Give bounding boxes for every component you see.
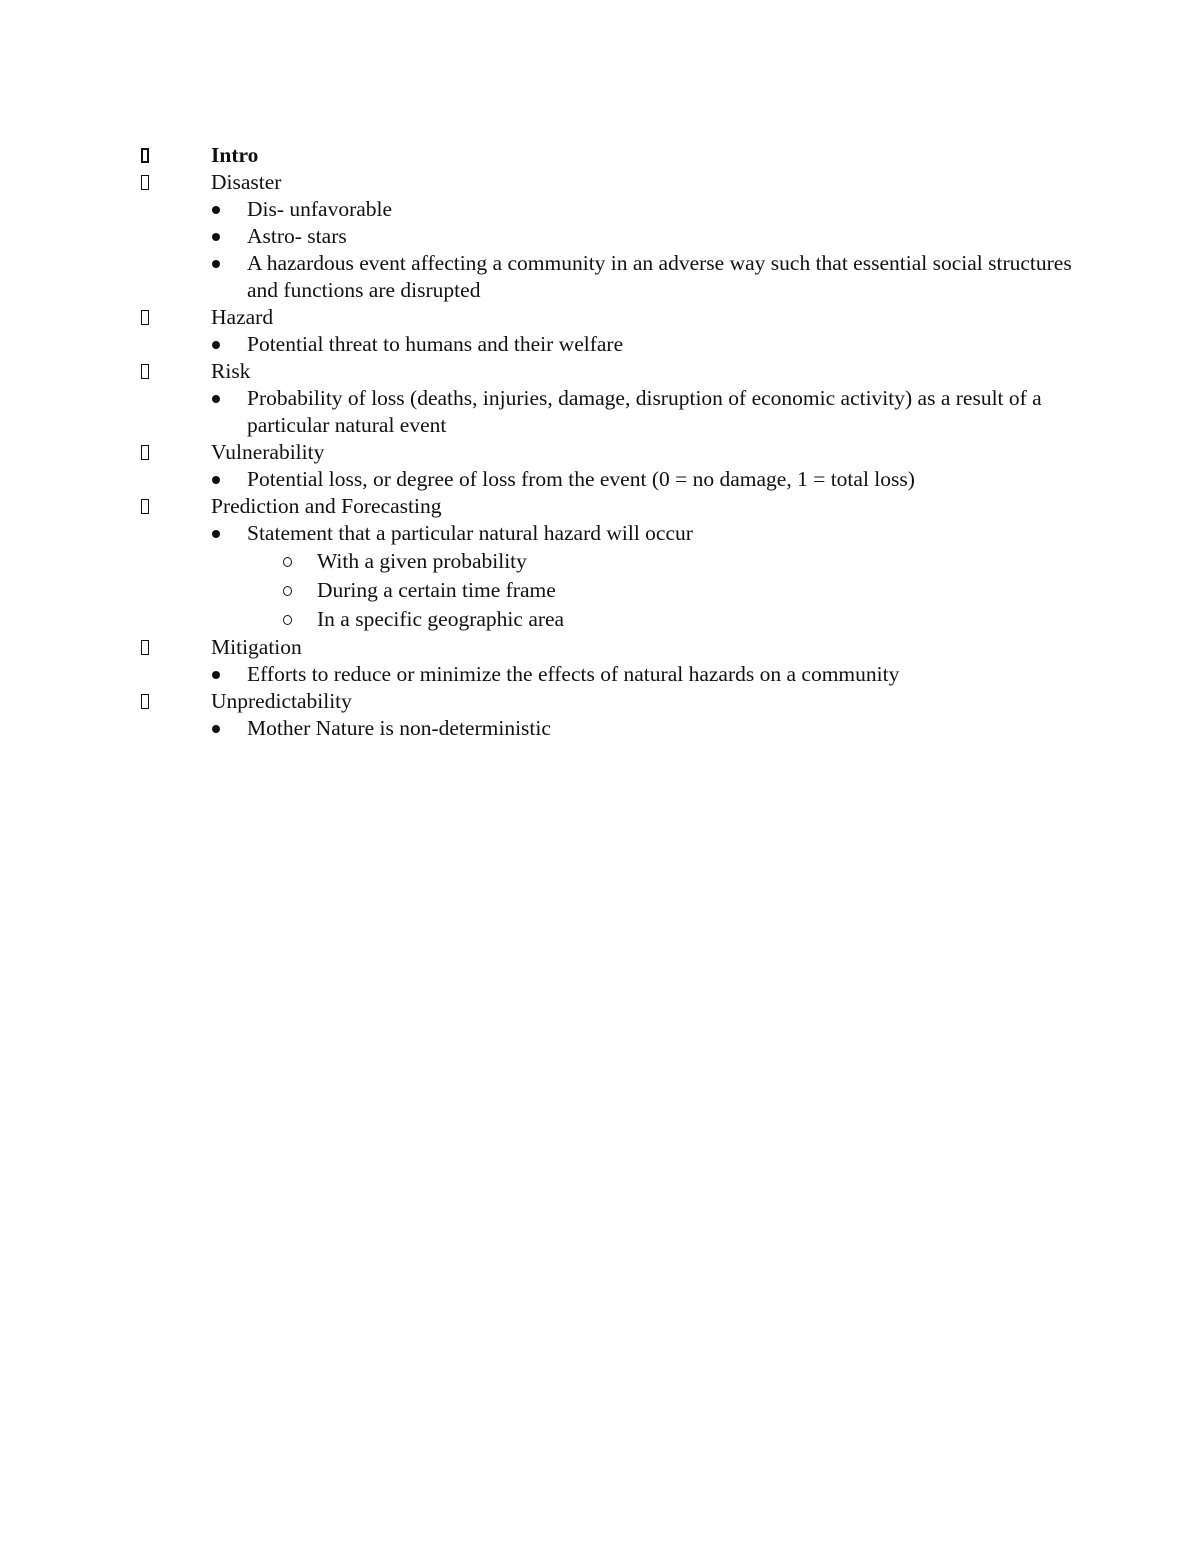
bullet-dot-icon [212,260,220,268]
outline-heading-vulnerability [141,439,1081,466]
list-item [141,385,1081,439]
list-item-text: Astro- stars [247,224,347,248]
bullet-dot-icon [212,671,220,679]
bullet-dot-icon [212,725,220,733]
heading-text: Mitigation [211,635,302,659]
list-item [141,466,1081,493]
box-bullet-icon [141,640,149,655]
list-item-text: Dis- unfavorable [247,197,393,221]
list-item [141,661,1081,688]
bullet-dot-icon [212,341,220,349]
box-bullet-icon [141,364,149,379]
list-item-text: Probability of loss (deaths, injuries, damage, disruption of economic activity) as a result of a particular natural event [247,386,1042,437]
sub-list-item-text: During a certain time frame [317,578,556,602]
heading-text: Vulnerability [211,440,325,464]
bullet-dot-icon [212,476,220,484]
bullet-dot-icon [212,395,220,403]
outline-heading-intro [141,142,1081,169]
heading-text: Prediction and Forecasting [211,494,442,518]
list-item-text: Statement that a particular natural hazard will occur [247,521,693,545]
heading-text: Disaster [211,170,282,194]
list-item [141,520,1081,547]
outline-heading-risk [141,358,1081,385]
bullet-dot-icon [212,206,220,214]
heading-text: Risk [211,359,251,383]
box-bullet-icon [141,148,149,163]
list-item [141,196,1081,223]
hollow-circle-bullet-icon [283,615,292,625]
bullet-dot-icon [212,233,220,241]
box-bullet-icon [141,445,149,460]
list-item-text: Potential loss, or degree of loss from the event (0 = no damage, 1 = total loss) [247,467,915,491]
box-bullet-icon [141,499,149,514]
heading-text: Hazard [211,305,274,329]
hollow-circle-bullet-icon [283,586,292,596]
list-item [141,715,1081,742]
bullet-dot-icon [212,530,220,538]
sub-list-item-text: With a given probability [317,549,527,573]
outline-heading-disaster [141,169,1081,196]
heading-text: Unpredictability [211,689,352,713]
box-bullet-icon [141,310,149,325]
box-bullet-icon [141,694,149,709]
sub-list-item [141,547,1081,576]
outline-heading-mitigation [141,634,1081,661]
notes-outline [141,142,1081,742]
sub-list-item [141,605,1081,634]
list-item [141,223,1081,250]
sub-list-item [141,576,1081,605]
list-item-text: A hazardous event affecting a community in an adverse way such that essential social structures and functions are disrupted [247,251,1072,302]
heading-text: Intro [211,143,259,167]
list-item-text: Efforts to reduce or minimize the effects of natural hazards on a community [247,662,900,686]
list-item-text: Mother Nature is non-deterministic [247,716,551,740]
list-item [141,250,1081,304]
outline-heading-unpredictability [141,688,1081,715]
outline-heading-hazard [141,304,1081,331]
outline-heading-prediction [141,493,1081,520]
box-bullet-icon [141,175,149,190]
list-item [141,331,1081,358]
list-item-text: Potential threat to humans and their welfare [247,332,624,356]
hollow-circle-bullet-icon [283,557,292,567]
sub-list-item-text: In a specific geographic area [317,607,565,631]
